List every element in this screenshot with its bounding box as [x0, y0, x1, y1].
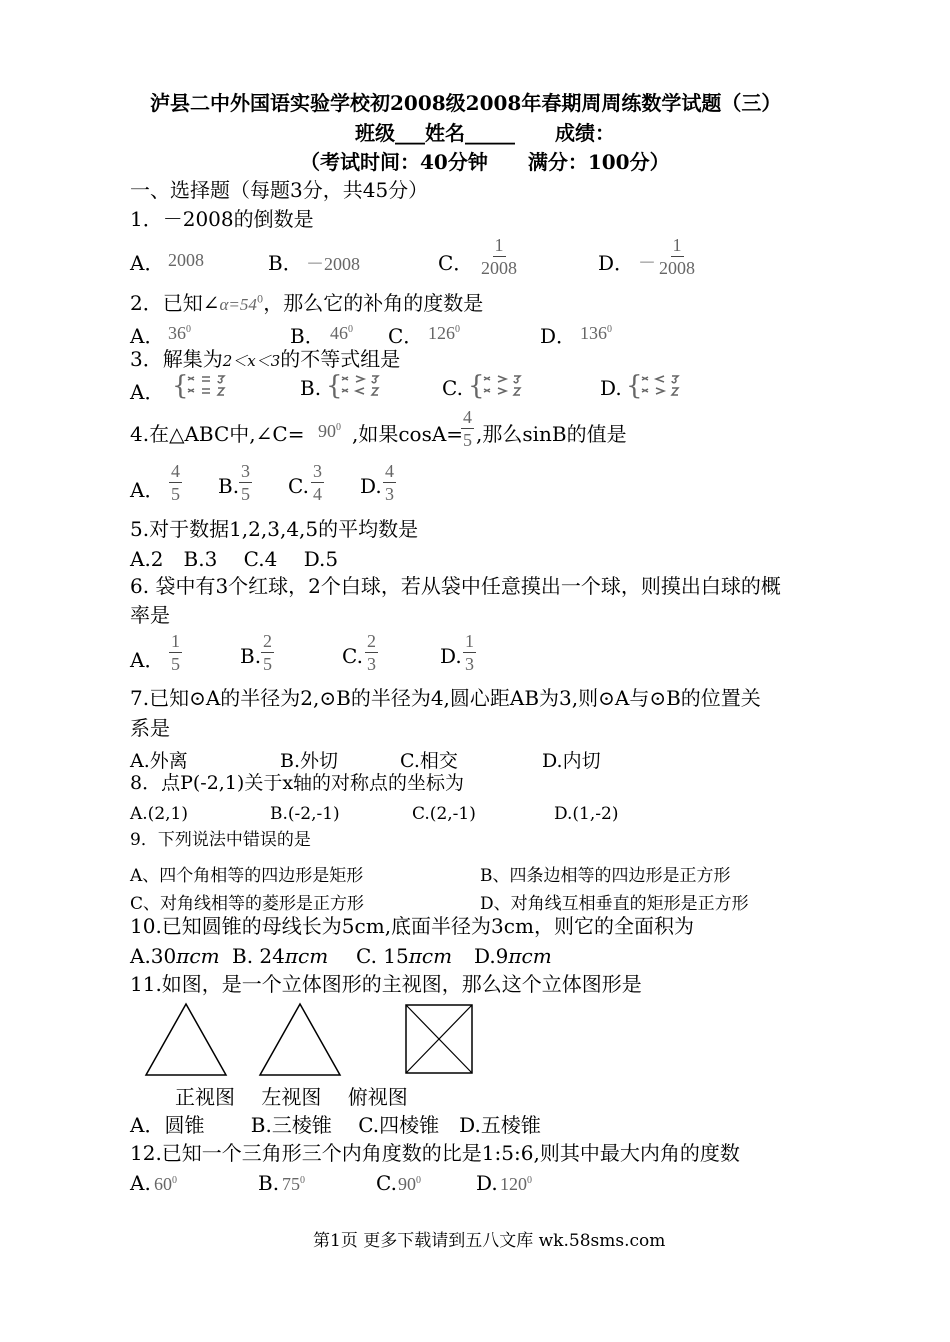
- question-11-stem: 11.如图，是一个立体图形的主视图，那么这个立体图形是: [130, 972, 642, 996]
- option-sign: －: [638, 253, 656, 273]
- question-10-options: A.30πcm B. 24πcm C. 15πcm D.9πcm: [130, 944, 552, 968]
- question-4-stem: 4.在△ABC中,∠C= $90^0$ ,如果cosA= $\frac{4}{5}$ ,那么sinB的值是: [130, 407, 627, 450]
- page-footer: 第1页 更多下载请到五八文库 wk.58sms.com: [313, 1231, 666, 1251]
- section-heading: 一、选择题（每题3分，共45分）: [130, 178, 429, 202]
- question-3-options: A． { B. { C. { D. {: [130, 372, 730, 402]
- svg-text:{: {: [468, 372, 485, 400]
- three-views-figure: [140, 1000, 490, 1080]
- question-4-options: A． $\frac{4}{5}$ B. $\frac{3}{5}$ C. $\frac{3}{4}$ D. $\frac{4}{3}$: [130, 461, 394, 504]
- inequality-system: [326, 372, 406, 405]
- question-10-stem: 10.已知圆锥的母线长为5cm,底面半径为3cm，则它的全面积为: [130, 914, 694, 938]
- three-views-labels: 正视图 左视图 俯视图: [175, 1085, 408, 1109]
- option-label: B．: [268, 251, 303, 275]
- inequality-system: [468, 372, 548, 405]
- question-5-options: A.2 B.3 C.4 D.5: [130, 547, 339, 571]
- option-value: 2008: [168, 250, 204, 270]
- front-view-triangle: [146, 1004, 226, 1075]
- time-line: （考试时间：40分钟 满分：100分）: [300, 150, 670, 174]
- inequality-system: [172, 372, 252, 405]
- question-8-stem: 8．点P(-2,1)关于x轴的对称点的坐标为: [130, 772, 465, 794]
- question-6-options: A． $\frac{1}{5}$ B. $\frac{2}{5}$ C. $\frac{2}{3}$ D. $\frac{1}{3}$: [130, 631, 474, 674]
- question-9-options-row2: C、对角线相等的菱形是正方形 D、对角线互相垂直的矩形是正方形: [130, 894, 749, 914]
- option-label: A．: [130, 251, 165, 275]
- question-3-stem: 3．解集为2＜x＜3的不等式组是: [130, 347, 401, 371]
- question-5-stem: 5.对于数据1,2,3,4,5的平均数是: [130, 517, 419, 541]
- option-label: C．: [438, 251, 474, 275]
- question-7-stem-cont: 系是: [130, 716, 170, 740]
- question-12-stem: 12.已知一个三角形三个内角度数的比是1:5:6,则其中最大内角的度数: [130, 1141, 740, 1165]
- question-9-stem: 9．下列说法中错误的是: [130, 830, 311, 850]
- option-label: D．: [598, 251, 635, 275]
- exam-title: 泸县二中外国语实验学校初2008级2008年春期周周练数学试题（三）: [150, 91, 782, 115]
- side-view-triangle: [260, 1004, 340, 1075]
- question-12-options: A. $60^0$ B. $75^0$ C. $90^0$ D. $120^0$: [130, 1171, 532, 1195]
- question-7-options: A.外离 B.外切 C.相交 D.内切: [130, 750, 601, 772]
- question-1-stem: 1．－2008的倒数是: [130, 207, 314, 231]
- question-9-options-row1: A、四个角相等的四边形是矩形 B、四条边相等的四边形是正方形: [130, 866, 731, 886]
- top-view-square: [406, 1005, 472, 1073]
- question-6-stem: 6. 袋中有3个红球，2个白球，若从袋中任意摸出一个球，则摸出白球的概: [130, 574, 781, 598]
- option-fraction: $\frac{1}{2008}$: [481, 235, 517, 278]
- question-7-stem: 7.已知⊙A的半径为2,⊙B的半径为4,圆心距AB为3,则⊙A与⊙B的位置关: [130, 686, 761, 710]
- option-value: －2008: [306, 254, 360, 274]
- question-6-stem-cont: 率是: [130, 603, 170, 627]
- option-fraction: $\frac{1}{2008}$: [659, 235, 695, 278]
- inequality-system: [626, 372, 706, 405]
- svg-text:{: {: [626, 372, 643, 400]
- question-11-options: A．圆锥 B.三棱锥 C.四棱锥 D.五棱锥: [130, 1113, 541, 1137]
- svg-text:{: {: [172, 372, 189, 400]
- question-1-options: [130, 235, 850, 284]
- question-8-options: A.(2,1) B.(-2,-1) C.(2,-1) D.(1,-2): [130, 804, 619, 824]
- question-2-stem: 2．已知$\angle\alpha=54^0$，那么它的补角的度数是: [130, 291, 484, 315]
- question-2-options: A． $36^0$ B． $46^0$ C． $126^0$ D． $136^0$: [130, 323, 612, 348]
- svg-text:{: {: [326, 372, 343, 400]
- info-line: 班级___姓名_____ 成绩：: [355, 121, 615, 145]
